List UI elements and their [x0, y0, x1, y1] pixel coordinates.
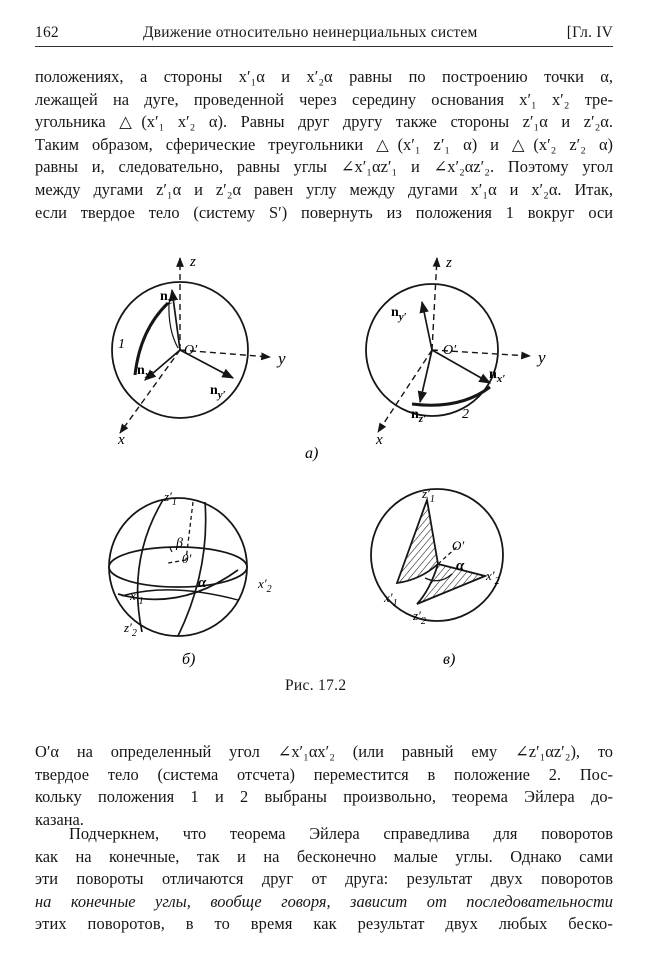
text-line: лежащей на дуге, проведенной через середину основания x′₁ x′₂ тре-	[35, 89, 613, 109]
label-ny: $n_{y'}$	[210, 383, 226, 401]
point-z2: $z'_2$	[124, 620, 137, 639]
page-number: 162	[35, 24, 59, 41]
label-nz: $n_{z'}$	[411, 407, 427, 425]
x-axis	[120, 350, 180, 433]
label-nz: $n_{z'}$	[160, 289, 176, 307]
meridian-1	[138, 500, 163, 632]
point-z2: $z'_2$	[413, 608, 426, 627]
z-axis	[432, 258, 437, 350]
point-origin: O′	[452, 538, 465, 553]
text-line: Таким образом, сферические треугольники △(x′₁ z′₁ α) и △(x′₂ z′₂ α)	[35, 134, 613, 154]
axis-label-x: x	[376, 432, 383, 448]
label-nx: $n_{x'}$	[137, 363, 154, 381]
text-line: положениях, а стороны x′₁α и x′₂α равны по построению точки α,	[35, 67, 613, 86]
text-line: казана.	[35, 809, 84, 829]
equator	[109, 547, 247, 587]
arc-label-1: 1	[118, 337, 125, 352]
label-nx: $n_{x'}$	[489, 367, 506, 385]
point-alpha: α	[198, 575, 207, 591]
panel-b	[109, 489, 272, 639]
point-x2: $x'_2$	[258, 576, 272, 595]
text-line: если твердое тело (систему S′) повернуть из положения 1 вокруг оси	[35, 202, 613, 222]
panel-label-c: в)	[443, 651, 456, 668]
text-line: угольника △(x′₁ x′₂ α). Равны друг другу также стороны z′₁α и z′₂α.	[35, 112, 613, 132]
point-x1: $x'_1$	[384, 590, 398, 609]
origin-label: O′	[443, 343, 457, 358]
vector-nz	[420, 350, 432, 402]
arc-label-2: 2	[462, 407, 469, 422]
text-line: Подчеркнем, что теорема Эйлера справедлива для поворотов	[69, 824, 613, 843]
label-ny: $n_{y'}$	[391, 305, 407, 323]
point-x2: $x'_2$	[486, 568, 500, 587]
vector-ny	[422, 302, 432, 350]
axis-label-z: z	[190, 254, 196, 270]
panel-c	[371, 486, 503, 627]
origin-label: O′	[184, 343, 198, 358]
point-z1: $z'_1$	[422, 486, 435, 505]
point-alpha: α	[456, 558, 465, 574]
sphere-outline	[109, 498, 247, 636]
text-line: твердое тело (система отсчета) переместится в положение 2. Пос-	[35, 764, 613, 784]
paragraph-bottom	[35, 823, 613, 936]
text-line: O′α на определенный угол ∠x′₁αx′₂ (или равный ему ∠z′₁αz′₂), то	[35, 742, 613, 761]
meridian-2	[178, 502, 206, 636]
point-origin: 0′	[182, 551, 192, 566]
text-line: на конечные углы, вообще говоря, зависит от последовательности	[35, 891, 613, 911]
text-line: кольку положения 1 и 2 выбраны произвольно, теорема Эйлера до-	[35, 787, 613, 807]
hatched-triangle-1	[397, 500, 438, 583]
axis-label-y: y	[538, 348, 546, 367]
axis-label-x: x	[118, 432, 125, 448]
figure-caption: Рис. 17.2	[285, 677, 347, 694]
angle-beta	[170, 548, 172, 552]
panel-a-left	[112, 254, 286, 448]
vector-nx	[432, 350, 490, 383]
text-line: между дугами z′₁α и z′₂α равен углу между дугами x′₁α и x′₂α. Итак,	[35, 179, 613, 199]
text-line: этих поворотов, в то время как результат двух любых беско-	[35, 914, 613, 934]
panel-label-a: а)	[305, 445, 319, 462]
axis-label-z: z	[446, 255, 452, 271]
panel-a-right	[366, 255, 546, 448]
point-z1: $z'_1$	[164, 489, 177, 508]
panel-label-b: б)	[182, 651, 196, 668]
point-beta: β	[176, 536, 183, 551]
paragraph-mid	[35, 741, 613, 831]
axis-label-y: y	[278, 349, 286, 368]
chapter-label: [Гл. IV	[566, 24, 613, 41]
running-title: Движение относительно неинерциальных систем	[143, 24, 478, 41]
text-line: равны и, следовательно, равны углы ∠x′₁αz′₁ и ∠x′₂αz′₂. Поэтому угол	[35, 157, 613, 177]
point-x1: $x'_1$	[130, 588, 144, 607]
text-line: как на конечные, так и на бесконечно малые углы. Однако сами	[35, 846, 613, 866]
text-line: эти повороты отличаются друг от друга: результат двух поворотов	[35, 869, 613, 889]
